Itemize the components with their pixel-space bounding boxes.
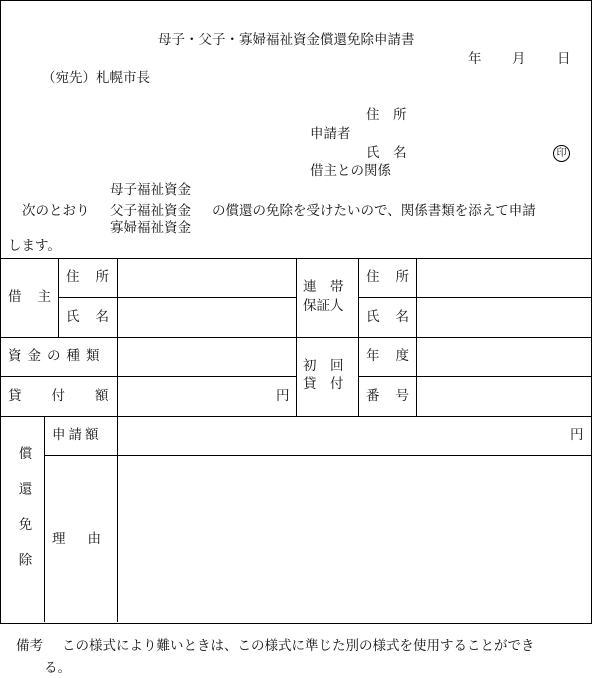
first-loan-label-line1: 初 回 [303,358,344,374]
reason-field[interactable] [118,456,591,621]
fiscal-year-label: 年度 [366,348,425,364]
date-month-label: 月 [512,51,526,67]
date-day-label: 日 [557,51,571,67]
guarantor-label-line1: 連 帯 [303,279,344,295]
body-text: の償還の免除を受けたいので、関係書類を添えて申請 [212,203,536,219]
form-title: 母子・父子・寡婦福祉資金償還免除申請書 [158,32,415,48]
body-text-cont: します。 [8,238,61,254]
guarantor-name-field[interactable] [417,298,591,336]
guarantor-name-label: 氏名 [366,309,425,325]
body-lead: 次のとおり [22,203,90,219]
fund-type-3: 寡婦福祉資金 [110,220,191,236]
number-label: 番号 [366,388,425,404]
request-amount-yen: 円 [570,427,584,443]
borrower-address-field[interactable] [118,259,295,296]
seal-mark: 印 [553,145,570,162]
borrower-name-field[interactable] [118,298,295,336]
borrower-label: 借主 [8,289,67,305]
fund-type-1: 母子福祉資金 [110,182,191,198]
request-amount-label: 申請額 [52,427,102,443]
note-text-cont: る。 [44,660,71,676]
fiscal-year-field[interactable] [417,338,591,375]
loan-amount-label: 貸付額 [8,388,139,404]
fund-kind-field[interactable] [118,338,295,375]
fund-kind-label: 資金の種類 [8,348,106,364]
guarantor-address-field[interactable] [417,259,591,296]
fund-type-2: 父子福祉資金 [110,203,191,219]
addressee: （宛先）札幌市長 [42,70,150,86]
first-loan-label-line2: 貸 付 [303,376,344,392]
borrower-address-label: 住所 [66,269,125,285]
applicant-name-label: 氏 名 [366,145,407,161]
loan-amount-yen: 円 [276,388,290,404]
borrower-name-label: 氏名 [66,309,125,325]
note-label: 備考 [16,638,43,654]
reason-label: 理由 [52,531,123,547]
exemption-label: 償還免除 [15,446,32,588]
loan-amount-field[interactable] [118,377,295,415]
request-amount-field[interactable] [118,417,591,454]
number-field[interactable] [417,377,591,415]
applicant-role-label: 申請者 [310,126,351,142]
guarantor-label-line2: 保証人 [303,298,344,314]
applicant-address-label: 住 所 [366,107,407,123]
guarantor-address-label: 住所 [366,269,425,285]
relation-label: 借主との関係 [310,163,391,179]
note-text: この様式により難いときは、この様式に準じた別の様式を使用することができ [62,638,535,654]
date-year-label: 年 [468,51,482,67]
